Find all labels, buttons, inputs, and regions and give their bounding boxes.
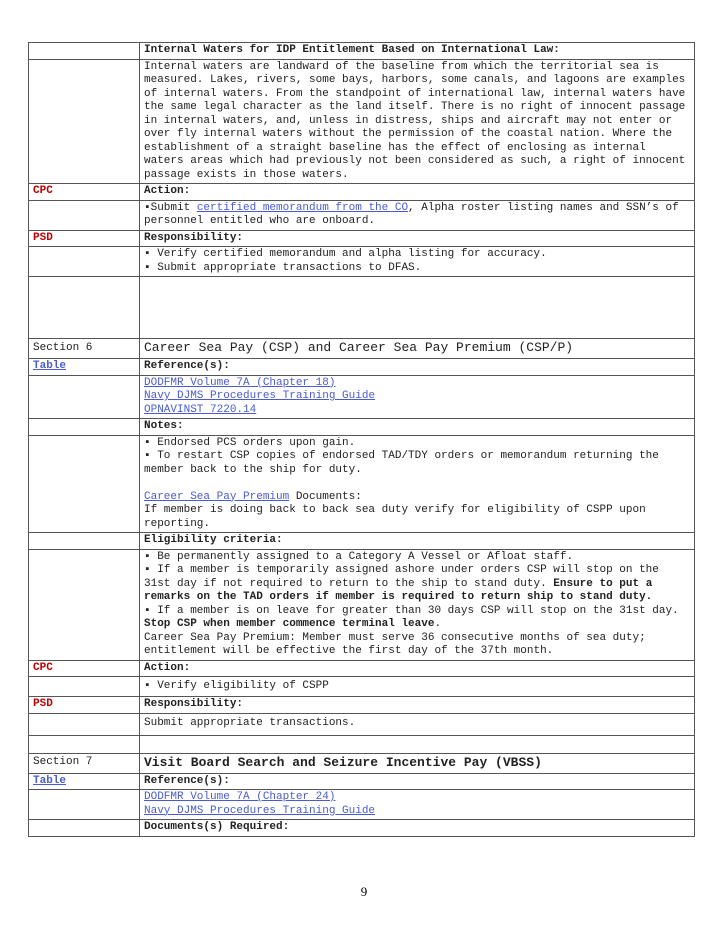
table-row (29, 549, 695, 660)
note-item: ▪ To restart CSP copies of endorsed TAD/TDY orders or memorandum returning the member back to the ship for duty. (144, 450, 659, 476)
table-row (29, 735, 695, 753)
references-heading: Reference(s): (144, 774, 230, 787)
reference-link[interactable]: OPNAVINST 7220.14 (144, 403, 257, 416)
eligibility-emphasis: Stop CSP when member commence terminal leave (144, 618, 435, 630)
table-row (29, 200, 695, 230)
responsibility-heading: Responsibility: (144, 698, 244, 710)
table-row (29, 230, 695, 247)
table-row (29, 277, 695, 339)
eligibility-item: ▪ If a member is on leave for greater than 30 days CSP will stop on the 31st day. (144, 604, 679, 617)
action-heading: Action: (144, 185, 191, 197)
psd-label: PSD (33, 231, 53, 244)
documents-label: Documents: (289, 490, 362, 503)
table-row (29, 697, 695, 714)
section-7-label: Section 7 (33, 756, 93, 769)
cpc-label: CPC (33, 185, 53, 197)
page-number: 9 (360, 884, 368, 899)
action-heading: Action: (144, 661, 191, 674)
notes-heading: Notes: (144, 420, 184, 432)
reference-link[interactable]: DODFMR Volume 7A (Chapter 18) (144, 376, 336, 389)
table-row (29, 773, 695, 790)
table-row (29, 43, 695, 60)
action-text: , Alpha roster listing names and SSN’s of personnel entitled who are onboard. (144, 201, 679, 227)
table-row (29, 375, 695, 419)
table-row (29, 713, 695, 735)
table-row (29, 435, 695, 533)
responsibility-item: ▪ Verify certified memorandum and alpha listing for accuracy. (144, 248, 547, 260)
documents-required-heading: Documents(s) Required: (144, 821, 290, 833)
table-link[interactable]: Table (33, 774, 67, 787)
responsibility-item: Submit appropriate transactions. (144, 717, 356, 730)
eligibility-item: ▪ If a member is temporarily assigned ashore under orders CSP will stop on the 31st day if not required to return to the ship to stand duty. (144, 564, 659, 590)
table-row (29, 59, 695, 184)
table-row (29, 790, 695, 820)
document-table (28, 42, 695, 837)
eligibility-item: ▪ Be permanently assigned to a Category A Vessel or Afloat staff. (144, 550, 574, 563)
action-item: ▪ Verify eligibility of CSPP (144, 679, 329, 692)
table-link[interactable]: Table (33, 360, 67, 372)
reference-link[interactable]: Navy DJMS Procedures Training Guide (144, 390, 376, 402)
career-sea-pay-premium-link[interactable]: Career Sea Pay Premium (144, 490, 290, 503)
eligibility-item: Career Sea Pay Premium: Member must serve 36 consecutive months of sea duty; entitlement will be effective the first day of the 37th month. (144, 631, 646, 657)
section-7-title: Visit Board Search and Seizure Incentive Pay (VBSS) (144, 754, 542, 770)
references-heading: Reference(s): (144, 360, 230, 372)
responsibility-heading: Responsibility: (144, 231, 244, 244)
reference-link[interactable]: Navy DJMS Procedures Training Guide (144, 804, 376, 817)
period: . (434, 618, 442, 630)
eligibility-emphasis: Ensure to put a remarks on the TAD orders if member is required to return ship to stand duty. (144, 577, 653, 603)
action-bullet: ▪Submit (144, 201, 197, 214)
table-row (29, 359, 695, 376)
table-row (29, 339, 695, 359)
table-row (29, 753, 695, 773)
table-row (29, 533, 695, 550)
note-item: ▪ Endorsed PCS orders upon gain. (144, 436, 356, 449)
note-item: If member is doing back to back sea duty verify for eligibility of CSPP upon reporting. (144, 504, 646, 530)
section-6-title: Career Sea Pay (CSP) and Career Sea Pay Premium (CSP/P) (144, 340, 574, 355)
psd-label: PSD (33, 698, 53, 710)
table-row (29, 820, 695, 837)
table-row (29, 660, 695, 677)
table-row (29, 677, 695, 697)
internal-waters-text: Internal waters are landward of the baseline from which the territorial sea is measured. Lakes, rivers, some bays, harbors, some canals, and lagoons are examples of internal waters. From the standpoint of international law, internal waters have the same legal character as the land itself. There is no right of innocent passage in internal waters, and, unless in distress, ships and aircraft may not enter or over fly internal waters without the permission of the coastal nation. Where the establishment of a straight baseline has the effect of enclosing as internal waters areas which had previously not been considered as such, a right of innocent passage exists in those waters. (144, 60, 686, 181)
section-6-label: Section 6 (33, 341, 93, 354)
eligibility-heading: Eligibility criteria: (144, 534, 283, 546)
table-row (29, 184, 695, 201)
certified-memorandum-link[interactable]: certified memorandum from the CO (196, 201, 409, 214)
table-row (29, 247, 695, 277)
responsibility-item: ▪ Submit appropriate transactions to DFAS. (144, 261, 422, 274)
cpc-label: CPC (33, 661, 53, 674)
table-row (29, 419, 695, 436)
internal-waters-heading: Internal Waters for IDP Entitlement Based on International Law: (144, 44, 560, 56)
reference-link[interactable]: DODFMR Volume 7A (Chapter 24) (144, 791, 336, 803)
